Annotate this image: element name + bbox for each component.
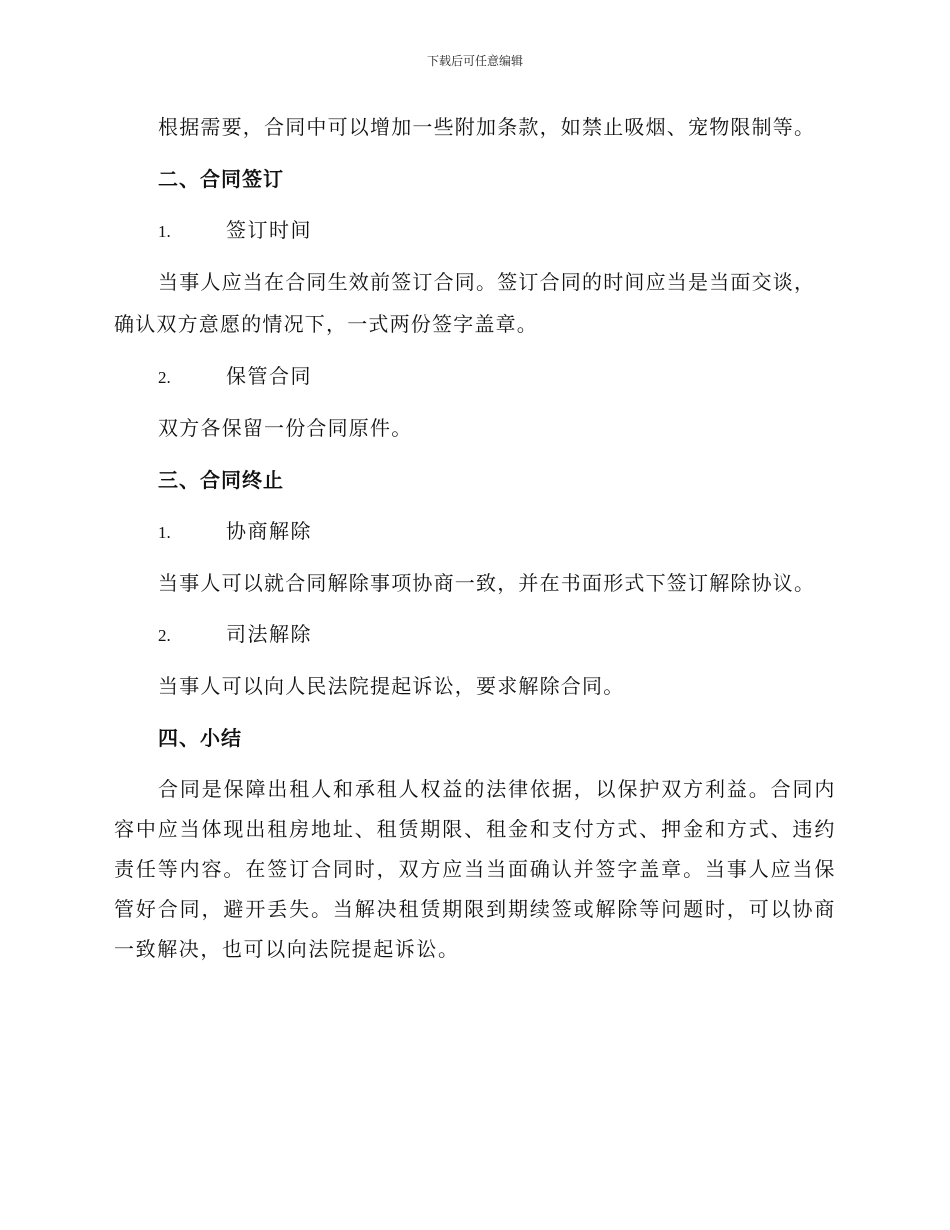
intro-paragraph: 根据需要，合同中可以增加一些附加条款，如禁止吸烟、宠物限制等。 <box>158 115 816 139</box>
list-number: 1. <box>158 523 171 542</box>
list-item-signing-time <box>158 210 312 252</box>
signing-time-text-line1: 当事人应当在合同生效前签订合同。签订合同的时间应当是当面交谈， <box>158 270 816 294</box>
list-item-keep-contract <box>158 356 312 398</box>
list-item-negotiated-termination <box>158 511 312 553</box>
list-item-label: 保管合同 <box>226 364 312 388</box>
header-note: 下载后可任意编辑 <box>426 54 523 68</box>
section-heading-contract-signing: 二、合同签订 <box>158 167 284 191</box>
list-item-judicial-termination <box>158 614 312 656</box>
list-number: 2. <box>158 368 171 387</box>
list-item-label: 协商解除 <box>226 519 312 543</box>
list-number: 2. <box>158 626 171 645</box>
summary-paragraph: 合同是保障出租人和承租人权益的法律依据，以保护双方利益。合同内容中应当体现出租房地址、租赁期限、租金和支付方式、押金和方式、违约责任等内容。在签订合同时，双方应当当面确认并签字盖章。当事人应当保管好合同，避开丢失。当解决租赁期限到期续签或解除等问题时，可以协商一致解决，也可以向法院提起诉讼。 <box>114 777 836 961</box>
list-number: 1. <box>158 222 171 241</box>
judicial-termination-text: 当事人可以向人民法院提起诉讼，要求解除合同。 <box>158 674 625 698</box>
negotiated-termination-text: 当事人可以就合同解除事项协商一致，并在书面形式下签订解除协议。 <box>158 571 816 595</box>
section-heading-contract-termination: 三、合同终止 <box>158 468 284 492</box>
section-heading-summary: 四、小结 <box>158 726 242 750</box>
list-item-label: 签订时间 <box>226 218 312 242</box>
keep-contract-text: 双方各保留一份合同原件。 <box>158 416 413 440</box>
signing-time-text-line2: 确认双方意愿的情况下，一式两份签字盖章。 <box>114 312 538 336</box>
list-item-label: 司法解除 <box>226 622 312 646</box>
